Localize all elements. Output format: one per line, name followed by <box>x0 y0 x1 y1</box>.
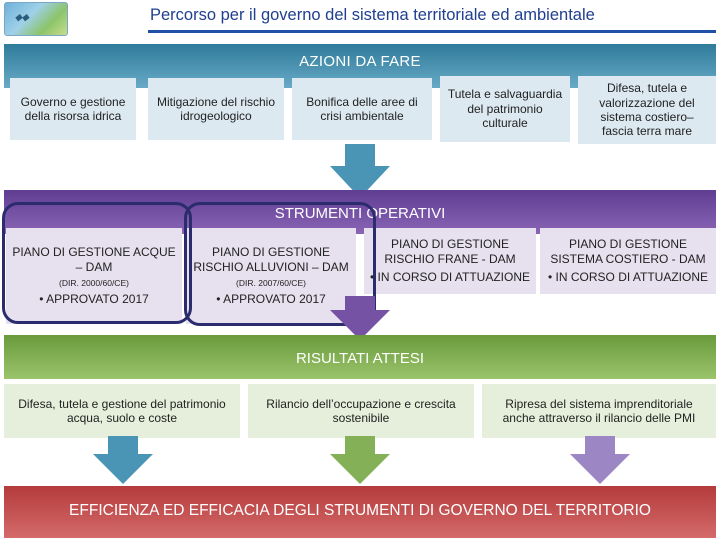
arrow-shape-green <box>330 436 390 484</box>
strumenti-item-2-note: (DIR. 2007/60/CE) <box>236 278 306 289</box>
risultati-item-2: Rilancio dell’occupazione e crescita sostenibile <box>248 384 474 438</box>
strumenti-item-4-status: • IN CORSO DI ATTUAZIONE <box>548 270 708 285</box>
highlight-circle-acque <box>2 202 192 324</box>
risultati-title: RISULTATI ATTESI <box>295 350 425 367</box>
azioni-item-2: Mitigazione del rischio idrogeologico <box>148 78 284 140</box>
azioni-item-4: Tutela e salvaguardia del patrimonio culturale <box>440 76 570 142</box>
strumenti-item-3-status: • IN CORSO DI ATTUAZIONE <box>370 270 530 285</box>
strumenti-item-1-name: PIANO DI GESTIONE ACQUE – DAM <box>12 245 176 274</box>
azioni-item-5: Difesa, tutela e valorizzazione del sistema costiero– fascia terra mare <box>578 76 716 144</box>
strumenti-item-1-status: • APPROVATO 2017 <box>39 292 149 307</box>
arrow-shape-purple-2 <box>570 436 630 484</box>
risultati-item-3: Ripresa del sistema imprenditoriale anche attraverso il rilancio delle PMI <box>482 384 716 438</box>
arrow-risultato-2-to-conclusione <box>330 436 390 486</box>
strumenti-item-1-note: (DIR. 2000/60/CE) <box>59 278 129 289</box>
arrow-risultato-3-to-conclusione <box>570 436 630 486</box>
arrow-shape-blue-2 <box>93 436 153 484</box>
strumenti-item-3-name: PIANO DI GESTIONE RISCHIO FRANE - DAM <box>384 237 516 266</box>
arrow-shape-purple <box>330 296 390 340</box>
azioni-item-1: Governo e gestione della risorsa idrica <box>10 78 136 140</box>
page-title: Percorso per il governo del sistema territoriale ed ambientale <box>150 6 595 24</box>
strumenti-item-3 <box>364 228 536 294</box>
conclusione-band <box>4 486 716 538</box>
strumenti-item-2-name: PIANO DI GESTIONE RISCHIO ALLUVIONI – DAM <box>193 245 349 274</box>
strumenti-item-4 <box>540 228 716 294</box>
risultati-header-band <box>4 335 716 379</box>
conclusione-text: EFFICIENZA ED EFFICACIA DEGLI STRUMENTI DI GOVERNO DEL TERRITORIO <box>69 502 651 519</box>
risultati-item-1: Difesa, tutela e gestione del patrimonio acqua, suolo e coste <box>4 384 240 438</box>
strumenti-title: STRUMENTI OPERATIVI <box>274 205 446 222</box>
logo <box>4 2 68 36</box>
azioni-title: AZIONI DA FARE <box>299 53 421 70</box>
azioni-item-3: Bonifica delle aree di crisi ambientale <box>292 78 432 140</box>
title-underline <box>148 30 716 33</box>
strumenti-item-2-status: • APPROVATO 2017 <box>216 292 326 307</box>
arrow-risultato-1-to-conclusione <box>93 436 153 486</box>
strumenti-item-4-name: PIANO DI GESTIONE SISTEMA COSTIERO - DAM <box>550 237 706 266</box>
logo-mark: ◆◆ <box>15 12 29 22</box>
